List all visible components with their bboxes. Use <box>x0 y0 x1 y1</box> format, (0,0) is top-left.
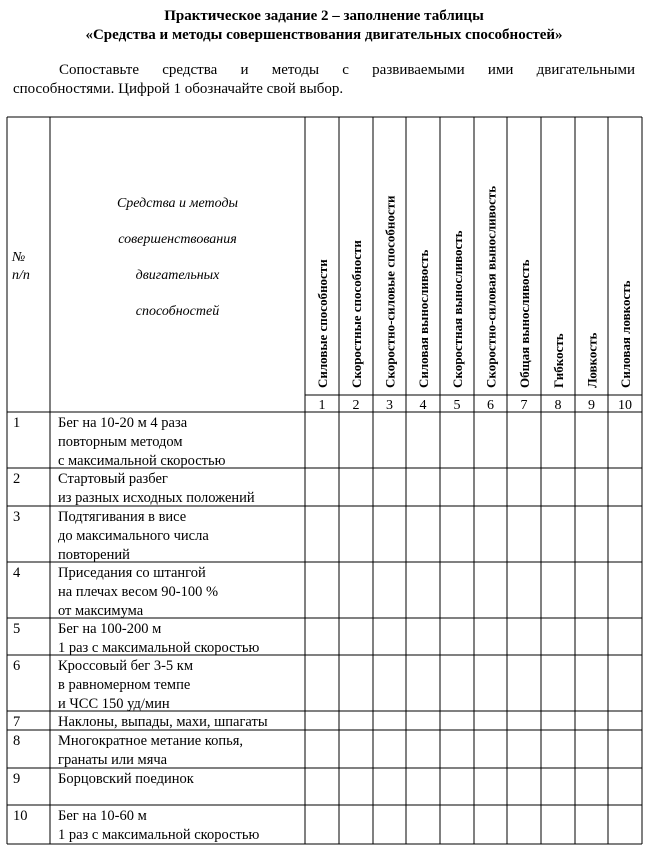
ability-cell[interactable] <box>609 731 642 768</box>
row-means-text: из разных исходных положений <box>58 490 255 506</box>
ability-cell[interactable] <box>542 712 575 730</box>
ability-cell[interactable] <box>475 413 507 468</box>
header-ability-number: 6 <box>487 398 494 413</box>
ability-cell[interactable] <box>306 507 339 562</box>
ability-cell[interactable] <box>441 413 474 468</box>
ability-cell[interactable] <box>340 712 373 730</box>
table-row <box>13 731 642 769</box>
ability-cell[interactable] <box>441 656 474 711</box>
ability-cell[interactable] <box>508 656 541 711</box>
ability-cell[interactable] <box>475 619 507 655</box>
table-row <box>13 656 642 713</box>
ability-cell[interactable] <box>374 563 406 618</box>
ability-cell[interactable] <box>508 619 541 655</box>
row-means-text: Подтягивания в висе <box>58 509 187 525</box>
ability-cell[interactable] <box>340 507 373 562</box>
title-line-2: «Средства и методы совершенствования двигательных способностей» <box>85 27 563 43</box>
row-number: 4 <box>13 565 21 581</box>
ability-cell[interactable] <box>306 769 339 805</box>
header-ability-label: Гибкость <box>551 333 566 388</box>
table-row <box>13 619 642 657</box>
ability-cell[interactable] <box>475 656 507 711</box>
row-means-text: до максимального числа <box>58 528 209 544</box>
ability-cell[interactable] <box>475 712 507 730</box>
ability-cell[interactable] <box>340 469 373 506</box>
ability-cell[interactable] <box>542 769 575 805</box>
ability-cell[interactable] <box>475 769 507 805</box>
table-row <box>13 806 642 844</box>
ability-cell[interactable] <box>306 712 339 730</box>
ability-cell[interactable] <box>508 731 541 768</box>
ability-cell[interactable] <box>576 413 608 468</box>
ability-cell[interactable] <box>340 563 373 618</box>
header-ability-label: Общая выносливость <box>517 259 532 388</box>
table-row <box>13 712 642 731</box>
ability-cell[interactable] <box>441 563 474 618</box>
header-ability-number: 4 <box>419 398 427 413</box>
row-number: 10 <box>13 808 28 824</box>
ability-cell[interactable] <box>441 619 474 655</box>
header-ability-label: Скоростно-силовые способности <box>382 195 398 388</box>
ability-cell[interactable] <box>340 413 373 468</box>
ability-cell[interactable] <box>609 619 642 655</box>
ability-cell[interactable] <box>576 769 608 805</box>
ability-cell[interactable] <box>576 806 608 844</box>
ability-cell[interactable] <box>374 656 406 711</box>
table-row <box>13 469 642 507</box>
ability-cell[interactable] <box>441 806 474 844</box>
table-body <box>13 413 642 844</box>
ability-cell[interactable] <box>542 656 575 711</box>
header-means-line: Средства и методы <box>116 196 239 211</box>
ability-cell[interactable] <box>306 563 339 618</box>
ability-cell[interactable] <box>374 413 406 468</box>
row-number: 7 <box>13 714 21 730</box>
header-ability-number: 1 <box>318 398 326 413</box>
ability-cell[interactable] <box>441 769 474 805</box>
ability-cell[interactable] <box>576 469 608 506</box>
ability-cell[interactable] <box>542 731 575 768</box>
row-number: 5 <box>13 621 21 637</box>
row-means-text: гранаты или мяча <box>58 752 168 768</box>
table-header <box>11 186 633 413</box>
row-means-text: Борцовский поединок <box>58 771 194 787</box>
ability-cell[interactable] <box>542 563 575 618</box>
ability-cell[interactable] <box>407 731 440 768</box>
ability-cell[interactable] <box>609 469 642 506</box>
header-ability-label: Ловкость <box>584 332 600 388</box>
ability-cell[interactable] <box>508 563 541 618</box>
ability-cell[interactable] <box>441 731 474 768</box>
ability-cell[interactable] <box>306 469 339 506</box>
row-means-text: повторений <box>58 547 130 563</box>
header-num-symbol: № <box>12 250 26 265</box>
row-number: 8 <box>13 733 21 749</box>
table-row <box>13 563 642 620</box>
row-means-text: Бег на 100-200 м <box>58 621 162 637</box>
header-ability-number: 3 <box>386 398 393 413</box>
ability-cell[interactable] <box>475 563 507 618</box>
ability-cell[interactable] <box>609 413 642 468</box>
ability-cell[interactable] <box>306 619 339 655</box>
ability-cell[interactable] <box>374 619 406 655</box>
ability-cell[interactable] <box>508 507 541 562</box>
header-ability-number: 9 <box>588 398 595 413</box>
ability-cell[interactable] <box>508 769 541 805</box>
row-means-text: Бег на 10-60 м <box>58 808 147 824</box>
ability-cell[interactable] <box>306 656 339 711</box>
ability-cell[interactable] <box>508 469 541 506</box>
ability-cell[interactable] <box>374 507 406 562</box>
header-means-line: способностей <box>135 304 220 319</box>
row-means-text: 1 раз с максимальной скоростью <box>58 640 260 656</box>
ability-cell[interactable] <box>340 731 373 768</box>
ability-cell[interactable] <box>475 731 507 768</box>
instruction-line-1: Сопоставьте средства и методы с развиваемыми ими двигательными <box>59 62 635 78</box>
ability-cell[interactable] <box>374 769 406 805</box>
ability-cell[interactable] <box>340 656 373 711</box>
row-means-text: Многократное метание копья, <box>58 733 244 749</box>
ability-cell[interactable] <box>340 806 373 844</box>
header-ability-label: Скоростно-силовая выносливость <box>483 185 499 388</box>
ability-cell[interactable] <box>508 413 541 468</box>
ability-cell[interactable] <box>374 731 406 768</box>
ability-cell[interactable] <box>576 619 608 655</box>
header-ability-label: Силовая ловкость <box>618 280 633 388</box>
header-means-line: совершенствования <box>118 232 237 247</box>
header-ability-label: Скоростные способности <box>349 240 364 388</box>
table-row <box>13 413 642 470</box>
ability-cell[interactable] <box>609 806 642 844</box>
row-means-text: от максимума <box>58 603 144 619</box>
ability-cell[interactable] <box>407 656 440 711</box>
header-ability-number: 10 <box>618 398 632 413</box>
ability-cell[interactable] <box>306 731 339 768</box>
ability-cell[interactable] <box>609 769 642 805</box>
title-line-1: Практическое задание 2 – заполнение таблицы <box>164 8 484 24</box>
ability-cell[interactable] <box>576 563 608 618</box>
ability-cell[interactable] <box>441 507 474 562</box>
ability-cell[interactable] <box>306 806 339 844</box>
ability-cell[interactable] <box>475 507 507 562</box>
row-means-text: с максимальной скоростью <box>58 453 226 469</box>
ability-cell[interactable] <box>306 413 339 468</box>
row-means-text: Кроссовый бег 3-5 км <box>58 658 193 674</box>
ability-cell[interactable] <box>542 806 575 844</box>
row-number: 1 <box>13 415 21 431</box>
header-means-line: двигательных <box>135 268 220 283</box>
ability-cell[interactable] <box>609 712 642 730</box>
row-means-text: Наклоны, выпады, махи, шпагаты <box>58 714 268 730</box>
row-number: 2 <box>13 471 21 487</box>
ability-cell[interactable] <box>576 731 608 768</box>
ability-cell[interactable] <box>475 806 507 844</box>
ability-cell[interactable] <box>441 469 474 506</box>
ability-cell[interactable] <box>576 507 608 562</box>
row-means-text: и ЧСС 150 уд/мин <box>58 696 170 712</box>
ability-cell[interactable] <box>576 712 608 730</box>
ability-cell[interactable] <box>374 806 406 844</box>
ability-cell[interactable] <box>609 563 642 618</box>
ability-cell[interactable] <box>340 619 373 655</box>
row-means-text: повторным методом <box>58 434 183 450</box>
ability-cell[interactable] <box>407 563 440 618</box>
ability-cell[interactable] <box>542 469 575 506</box>
ability-cell[interactable] <box>609 656 642 711</box>
ability-cell[interactable] <box>609 507 642 562</box>
header-ability-number: 8 <box>554 398 562 413</box>
ability-cell[interactable] <box>475 469 507 506</box>
row-means-text: Бег на 10-20 м 4 раза <box>58 415 188 431</box>
table-row <box>13 769 642 805</box>
ability-cell[interactable] <box>407 806 440 844</box>
instruction-line-2: способностями. Цифрой 1 обозначайте свой выбор. <box>13 81 344 97</box>
ability-cell[interactable] <box>441 712 474 730</box>
row-means-text: 1 раз с максимальной скоростью <box>58 827 260 843</box>
ability-cell[interactable] <box>576 656 608 711</box>
row-means-text: в равномерном темпе <box>58 677 191 693</box>
header-ability-number: 7 <box>520 398 528 413</box>
ability-cell[interactable] <box>407 507 440 562</box>
header-num-abbrev: п/п <box>12 268 30 283</box>
row-means-text: Приседания со штангой <box>58 565 206 581</box>
ability-cell[interactable] <box>508 712 541 730</box>
table-row <box>13 507 642 564</box>
ability-cell[interactable] <box>407 619 440 655</box>
ability-cell[interactable] <box>374 469 406 506</box>
ability-cell[interactable] <box>542 507 575 562</box>
row-means-text: на плечах весом 90-100 % <box>58 584 219 600</box>
header-ability-number: 2 <box>352 398 360 413</box>
ability-cell[interactable] <box>407 469 440 506</box>
header-ability-number: 5 <box>453 398 461 413</box>
header-ability-label: Силовые способности <box>315 259 330 388</box>
ability-cell[interactable] <box>542 619 575 655</box>
ability-cell[interactable] <box>542 413 575 468</box>
header-ability-label: Скоростная выносливость <box>450 230 465 388</box>
ability-cell[interactable] <box>407 712 440 730</box>
header-ability-label: Силовая выносливость <box>416 249 431 388</box>
row-number: 6 <box>13 658 21 674</box>
row-number: 3 <box>13 509 21 525</box>
row-number: 9 <box>13 771 21 787</box>
ability-cell[interactable] <box>407 769 440 805</box>
ability-cell[interactable] <box>407 413 440 468</box>
ability-cell[interactable] <box>508 806 541 844</box>
ability-cell[interactable] <box>374 712 406 730</box>
ability-cell[interactable] <box>340 769 373 805</box>
row-means-text: Стартовый разбег <box>58 471 168 487</box>
